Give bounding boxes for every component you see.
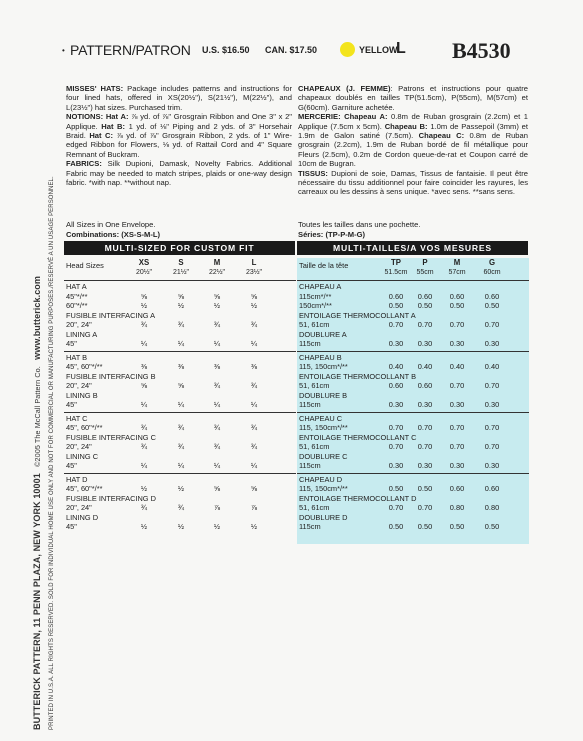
cell-value: ¾ (250, 381, 258, 390)
cell-value: 0.60 (417, 291, 433, 301)
cell-value: ¼ (250, 400, 258, 409)
envelope-note-en (66, 220, 160, 239)
row-label: FUSIBLE INTERFACING B (66, 371, 156, 381)
cell-value: ¾ (177, 423, 185, 432)
publisher-address: BUTTERICK PATTERN, 11 PENN PLAZA, NEW YORK 10001 (32, 473, 42, 730)
row-label: 115cm (299, 522, 321, 531)
envelope-note-fr-line1: Toutes les tailles dans une pochette. (298, 220, 421, 229)
cell-value: ¼ (140, 339, 148, 348)
row-label: ENTOILAGE THERMOCOLLANT A (299, 310, 416, 320)
cell-value: ¾ (250, 320, 258, 329)
cell-value: 0.70 (388, 503, 404, 512)
cell-value: 0.40 (417, 362, 433, 371)
notions-fr-a: 0.8m de Ruban grosgrain (2.2cm) et 1 Applique (7.5cm x 5cm). (298, 112, 528, 131)
cell-value: 0.50 (417, 301, 433, 310)
envelope-note-fr (298, 220, 420, 239)
table-group (297, 280, 529, 351)
table-group (64, 473, 296, 534)
row-label: 45" (66, 400, 77, 409)
table-row (297, 452, 529, 462)
cell-value: ⅝ (213, 291, 221, 301)
cell-value: 0.50 (484, 522, 500, 531)
table-en-banner: MULTI-SIZED FOR CUSTOM FIT (64, 241, 295, 255)
cell-value: ½ (177, 522, 185, 531)
table-row (64, 484, 296, 494)
yardage-table-fr (297, 258, 529, 544)
row-label: DOUBLURE A (299, 329, 347, 339)
table-row (64, 433, 296, 443)
table-group (297, 351, 529, 412)
cell-value: 0.30 (484, 339, 500, 348)
table-row (297, 494, 529, 504)
french-description (298, 84, 528, 197)
cell-value: 0.30 (388, 400, 404, 409)
fabrics-fr-paragraph (298, 169, 528, 197)
row-label: DOUBLURE D (299, 512, 348, 522)
desc-en-heading: MISSES' HATS: (66, 84, 124, 93)
cell-value: 0.50 (484, 301, 500, 310)
head-size-label: Head Sizes (66, 261, 104, 270)
combinations-en: Combinations: (XS-S-M-L) (66, 229, 161, 239)
row-label: FUSIBLE INTERFACING D (66, 493, 156, 503)
cell-value: ½ (140, 484, 148, 493)
fabrics-en-heading: FABRICS: (66, 159, 102, 169)
desc-fr-text: : Patrons et instructions pour quatre chapeaux doublés en tailles TP(51.5cm), P(55cm), M(57cm) et G(60cm). Garniture achetée. (298, 84, 528, 112)
cell-value: 0.50 (449, 522, 465, 531)
table-fr-banner: MULTI-TAILLES/A VOS MESURES (297, 241, 528, 255)
table-row (64, 330, 296, 340)
row-label: 51, 61cm (299, 503, 330, 512)
cell-value: ½ (140, 522, 148, 531)
size-measure: 21½" (172, 269, 190, 276)
cell-value: ⅝ (177, 291, 185, 301)
cell-value: 0.30 (417, 461, 433, 470)
cell-value: ¾ (213, 423, 221, 432)
size-color-label: YELLOW (359, 45, 398, 55)
cell-value: ¾ (250, 423, 258, 432)
row-label: HAT B (66, 352, 88, 362)
cell-value: 0.70 (388, 320, 404, 329)
fabrics-fr-heading: TISSUS: (298, 168, 328, 178)
cell-value: 0.50 (388, 301, 404, 310)
cell-value: ¾ (213, 320, 221, 329)
size-header: P (422, 258, 428, 267)
row-label: LINING C (66, 451, 99, 461)
cell-value: 0.70 (388, 442, 404, 451)
table-group (64, 351, 296, 412)
table-row (64, 320, 296, 330)
row-label: 45" (66, 339, 77, 348)
cell-value: 0.30 (417, 400, 433, 409)
table-row (297, 301, 529, 311)
cell-value: 0.70 (417, 503, 433, 512)
size-measure: 55cm (416, 269, 434, 276)
table-row (297, 503, 529, 513)
table-row (64, 503, 296, 513)
row-label: 20", 24" (66, 442, 92, 451)
table-row (64, 292, 296, 302)
row-label: 45", 60"*/** (66, 484, 103, 493)
table-row (297, 339, 529, 349)
cell-value: 0.30 (388, 461, 404, 470)
cell-value: ¾ (213, 442, 221, 451)
yardage-table-en (64, 258, 296, 534)
row-label: 20", 24" (66, 381, 92, 390)
row-label: 51, 61cm (299, 381, 330, 390)
cell-value: ¾ (213, 381, 221, 390)
table-row (64, 475, 296, 485)
cell-value: ¼ (213, 339, 221, 348)
cell-value: 0.30 (484, 400, 500, 409)
table-row (297, 311, 529, 321)
cell-value: 0.40 (484, 362, 500, 371)
cell-value: 0.60 (388, 291, 404, 301)
notions-en-c: ⅞ yd. of ⅞" Grosgrain Ribbon, 2 yds. of 1" Wire-edged Ribbon for Flowers, ⅛ yd. of Rattail Cord and 4" Square Remnant of Buckram. (66, 131, 293, 159)
cell-value: ¾ (177, 503, 185, 512)
row-label: LINING D (66, 512, 99, 522)
size-measure: 22½" (208, 269, 226, 276)
row-label: 150cm*/** (299, 301, 332, 310)
cell-value: ⅝ (140, 291, 148, 301)
header-bullet: • (62, 46, 65, 55)
size-header: S (178, 258, 184, 267)
cell-value: ¼ (177, 400, 185, 409)
row-label: ENTOILAGE THERMOCOLLANT B (299, 371, 417, 381)
row-label: 115cm (299, 339, 321, 348)
table-row (297, 433, 529, 443)
notions-en-b: 1 yd. of ⅛" Piping and 2 yds. of 3" Horsehair Braid. (66, 121, 293, 141)
cell-value: ¼ (177, 339, 185, 348)
cell-value: 0.80 (449, 503, 465, 512)
size-measure: 20½" (135, 269, 153, 276)
cell-value: 0.30 (449, 339, 465, 348)
cell-value: ⅞ (250, 503, 258, 512)
cell-value: ½ (177, 484, 185, 493)
table-row (297, 442, 529, 452)
envelope-note-en-line1: All Sizes in One Envelope. (66, 220, 156, 229)
table-row (297, 522, 529, 532)
size-measure: 51.5cm (384, 269, 408, 276)
row-label: DOUBLURE B (299, 390, 348, 400)
cell-value: 0.50 (388, 484, 404, 493)
notions-fr-c: 0.8m de Ruban grosgrain (2.2cm), 1.9m de Ruban bordé de fil métallique pour Fleurs (2.5cm), 0.2m de Cordon queue-de-rat et Coupon carré de 10cm de Bugran. (298, 131, 528, 169)
cell-value: ⅜ (250, 362, 258, 371)
row-label: HAT D (66, 474, 88, 484)
row-label: 115cm*/** (299, 291, 332, 301)
table-header (64, 258, 296, 280)
cell-value: 0.70 (484, 442, 500, 451)
notions-fr-b-head: Chapeau B: (384, 121, 428, 131)
pattern-number: B4530 (452, 38, 511, 63)
copyright-notice: ©2005 The McCall Pattern Co. (33, 366, 42, 467)
table-row (297, 292, 529, 302)
size-measure: 57cm (448, 269, 466, 276)
table-row (64, 442, 296, 452)
cell-value: 0.70 (449, 442, 465, 451)
notions-fr-paragraph (298, 112, 528, 168)
can-price: CAN. $17.50 (265, 45, 318, 55)
size-measure: 23½" (245, 269, 263, 276)
row-label: ENTOILAGE THERMOCOLLANT D (299, 493, 417, 503)
cell-value: 0.70 (449, 381, 465, 390)
cell-value: 0.60 (449, 291, 465, 301)
cell-value: 0.60 (388, 381, 404, 390)
cell-value: ½ (177, 301, 185, 310)
cell-value: 0.30 (449, 461, 465, 470)
table-row (64, 372, 296, 382)
row-label: 45", 60"*/** (66, 423, 103, 432)
row-label: 45"*/** (66, 291, 88, 301)
row-label: LINING A (66, 329, 98, 339)
cell-value: ¾ (140, 503, 148, 512)
table-row (64, 522, 296, 532)
cell-value: 0.70 (388, 423, 404, 432)
row-label: ENTOILAGE THERMOCOLLANT C (299, 432, 417, 442)
cell-value: ¼ (250, 461, 258, 470)
row-label: 60"*/** (66, 301, 88, 310)
size-header: M (213, 258, 221, 267)
size-header: XS (138, 258, 150, 267)
website-url: www.butterick.com (32, 275, 42, 360)
notions-fr-heading: MERCERIE: Chapeau A: (298, 112, 388, 122)
notions-en-b-head: Hat B: (101, 121, 126, 131)
row-label: FUSIBLE INTERFACING A (66, 310, 156, 320)
row-label: 20", 24" (66, 503, 92, 512)
cell-value: 0.70 (449, 423, 465, 432)
cell-value: 0.50 (388, 522, 404, 531)
header (60, 38, 570, 68)
table-row (64, 362, 296, 372)
cell-value: 0.70 (417, 320, 433, 329)
cell-value: ¾ (250, 442, 258, 451)
table-row (297, 320, 529, 330)
printed-notice: PRINTED IN U.S.A. ALL RIGHTS RESERVED. SOLD FOR INDIVIDUAL HOME USE ONLY AND NOT FOR COMMERCIAL OR MANUFACTURING PURPOSES./RESERVÉ A UN USAGE PERSONNEL. (49, 176, 55, 730)
size-letter: L (396, 40, 406, 57)
table-row (64, 423, 296, 433)
table-row (297, 391, 529, 401)
head-size-label: Taille de la tête (299, 261, 349, 270)
table-row (297, 414, 529, 424)
cell-value: 0.60 (417, 381, 433, 390)
table-row (64, 353, 296, 363)
row-label: 115cm (299, 400, 321, 409)
desc-fr-paragraph (298, 84, 528, 112)
table-row (64, 452, 296, 462)
table-row (64, 282, 296, 292)
cell-value: ¼ (177, 461, 185, 470)
printed-vertical-strip (31, 30, 61, 730)
row-label: LINING B (66, 390, 98, 400)
row-label: 45" (66, 522, 77, 531)
notions-en-heading: NOTIONS: Hat A: (66, 112, 129, 122)
row-label: HAT A (66, 282, 87, 291)
cell-value: ¼ (213, 461, 221, 470)
table-header (297, 258, 529, 280)
table-row (64, 461, 296, 471)
cell-value: 0.30 (417, 339, 433, 348)
size-header: G (488, 258, 496, 267)
desc-en-text: Package includes patterns and instructions for four lined hats, offered in XS(20½"), S(21½"), M(22½"), and L(23½") hat sizes. Purchased trim. (66, 84, 293, 112)
table-row (297, 461, 529, 471)
table-row (64, 391, 296, 401)
cell-value: ½ (140, 301, 148, 310)
cell-value: 0.70 (484, 381, 500, 390)
row-label: 51, 61cm (299, 320, 330, 329)
cell-value: 0.40 (449, 362, 465, 371)
cell-value: ¾ (177, 442, 185, 451)
cell-value: 0.40 (388, 362, 404, 371)
table-row (64, 301, 296, 311)
cell-value: ¾ (140, 423, 148, 432)
cell-value: 0.30 (449, 400, 465, 409)
table-row (64, 513, 296, 523)
yellow-dot-icon (340, 42, 355, 57)
table-group (64, 412, 296, 473)
table-row (297, 513, 529, 523)
table-row (297, 423, 529, 433)
combinations-fr: Séries: (TP-P-M-G) (298, 229, 366, 239)
cell-value: ¼ (213, 400, 221, 409)
size-measure: 60cm (483, 269, 501, 276)
cell-value: 0.30 (484, 461, 500, 470)
cell-value: ¼ (140, 461, 148, 470)
cell-value: ¾ (177, 320, 185, 329)
table-row (297, 400, 529, 410)
cell-value: 0.30 (388, 339, 404, 348)
cell-value: 0.50 (417, 522, 433, 531)
row-label: HAT C (66, 413, 88, 423)
cell-value: ½ (213, 522, 221, 531)
cell-value: ½ (250, 522, 258, 531)
cell-value: ⅝ (250, 291, 258, 301)
header-title: PATTERN/PATRON (70, 42, 191, 58)
table-group (297, 412, 529, 473)
row-label: 115, 150cm*/** (299, 423, 348, 432)
table-row (297, 381, 529, 391)
table-row (64, 494, 296, 504)
cell-value: ⅜ (140, 362, 148, 371)
notions-en-c-head: Hat C: (89, 131, 114, 141)
cell-value: ⅝ (250, 484, 258, 493)
cell-value: ⅝ (140, 381, 148, 390)
cell-value: ½ (250, 301, 258, 310)
row-label: 115, 150cm*/** (299, 362, 348, 371)
table-row (297, 282, 529, 292)
row-label: DOUBLURE C (299, 451, 348, 461)
cell-value: 0.60 (484, 484, 500, 493)
cell-value: 0.70 (417, 442, 433, 451)
row-label: 51, 61cm (299, 442, 330, 451)
notions-fr-b: 1.0m de Passepoil (3mm) et 1.9m de Galon satiné (7.5cm). (298, 121, 528, 141)
row-label: 45", 60"*/** (66, 362, 103, 371)
row-label: 20", 24" (66, 320, 92, 329)
cell-value: 0.70 (417, 423, 433, 432)
row-label: CHAPEAU B (299, 352, 342, 362)
table-row (64, 414, 296, 424)
cell-value: 0.50 (449, 301, 465, 310)
fabrics-fr-text: Dupioni de soie, Damas, Tissus de fantaisie. Il peut être nécessaire du tissu additionnel pour faire coincider les rayures, les carreaux ou les dessins à sens unique. *avec sens. **sans sens. (298, 168, 528, 197)
fabrics-en-paragraph (66, 159, 292, 187)
cell-value: ⅝ (177, 381, 185, 390)
size-header: M (453, 258, 461, 267)
cell-value: 0.80 (484, 503, 500, 512)
desc-en-paragraph (66, 84, 292, 112)
cell-value: ⅜ (177, 362, 185, 371)
table-row (297, 484, 529, 494)
table-row (64, 400, 296, 410)
cell-value: 0.60 (484, 291, 500, 301)
table-row (64, 339, 296, 349)
row-label: CHAPEAU C (299, 413, 343, 423)
cell-value: 0.70 (449, 320, 465, 329)
english-description (66, 84, 292, 187)
row-label: 115, 150cm*/** (299, 484, 348, 493)
cell-value: 0.50 (417, 484, 433, 493)
size-header: L (251, 258, 257, 267)
cell-value: ¾ (140, 320, 148, 329)
cell-value: 0.70 (484, 320, 500, 329)
row-label: CHAPEAU D (299, 474, 343, 484)
table-row (64, 381, 296, 391)
row-label: 45" (66, 461, 77, 470)
table-group (64, 280, 296, 351)
cell-value: ⅜ (213, 362, 221, 371)
cell-value: ¾ (140, 442, 148, 451)
notions-en-a: ⅞ yd. of ⅞" Grosgrain Ribbon and One 3" x 2" Applique. (66, 112, 292, 131)
cell-value: ⅝ (213, 484, 221, 493)
cell-value: ⅞ (213, 503, 221, 512)
table-row (297, 362, 529, 372)
row-label: 115cm (299, 461, 321, 470)
size-header: TP (391, 258, 401, 267)
row-label: CHAPEAU A (299, 282, 342, 291)
table-row (64, 311, 296, 321)
table-row (297, 353, 529, 363)
table-row (297, 372, 529, 382)
cell-value: 0.70 (484, 423, 500, 432)
cell-value: ¼ (250, 339, 258, 348)
cell-value: 0.60 (449, 484, 465, 493)
table-row (297, 330, 529, 340)
notions-fr-c-head: Chapeau C: (418, 131, 465, 141)
row-label: FUSIBLE INTERFACING C (66, 432, 156, 442)
us-price: U.S. $16.50 (202, 45, 250, 55)
cell-value: ¼ (140, 400, 148, 409)
table-row (297, 475, 529, 485)
cell-value: ½ (213, 301, 221, 310)
desc-fr-heading: CHAPEAUX (J. FEMME) (298, 84, 391, 93)
fabrics-en-text: Silk Dupioni, Damask, Novelty Fabrics. Additional Fabric may be needed to match stripes, plaids or one-way design fabric. *with nap. **without nap. (66, 159, 292, 188)
notions-en-paragraph (66, 112, 292, 159)
table-group (297, 473, 529, 534)
